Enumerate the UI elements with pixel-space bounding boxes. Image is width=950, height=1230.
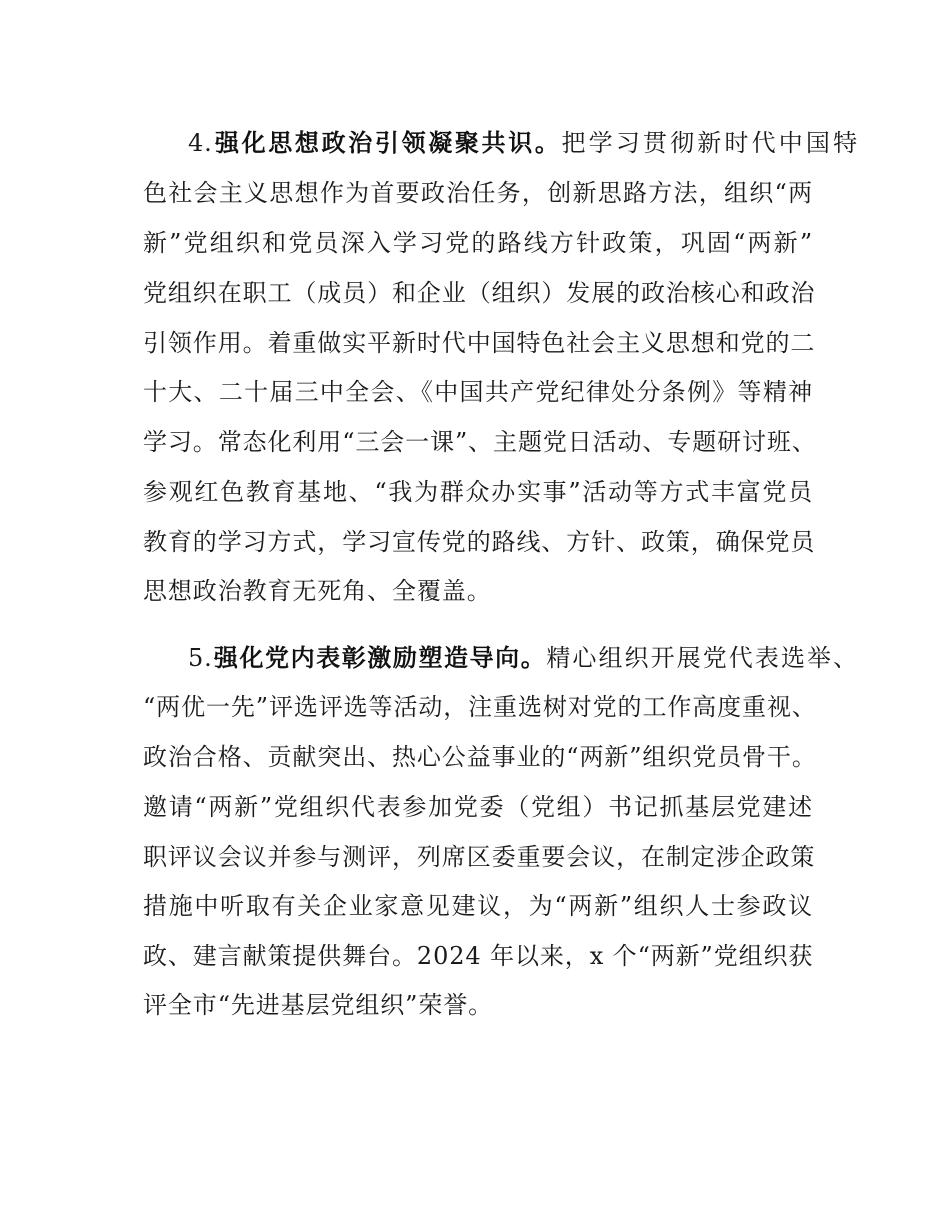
section-4-line: 参观红色教育基地、“我为群众办实事”活动等方式丰富党员	[143, 478, 813, 506]
section-4-line: 党组织在职工（成员）和企业（组织）发展的政治核心和政治	[143, 279, 816, 307]
section-4-first-line	[188, 128, 858, 158]
section-4-line: 学习。常态化利用“三会一课”、主题党日活动、专题研讨班、	[143, 428, 817, 456]
section-4-line: 教育的学习方式，学习宣传党的路线、方针、政策，确保党员	[143, 528, 816, 556]
section-4-line: 引领作用。着重做实平新时代中国特色社会主义思想和党的二	[143, 329, 816, 357]
section-5-number: 5.	[188, 644, 213, 672]
section-4-number: 4.	[188, 129, 213, 157]
section-4-line: 新”党组织和党员深入学习党的路线方针政策，巩固“两新”	[143, 229, 813, 257]
section-5-line: 政治合格、贡献突出、热心公益事业的“两新”组织党员骨干。	[143, 743, 817, 771]
section-4-first-line-text: 把学习贯彻新时代中国特	[561, 129, 858, 157]
section-4-line: 色社会主义思想作为首要政治任务，创新思路方法，组织“两	[143, 179, 813, 207]
section-5-line: 邀请“两新”党组织代表参加党委（党组）书记抓基层党建述	[143, 793, 813, 821]
section-5-line: 政、建言献策提供舞台。2024 年以来，x 个“两新”党组织获	[143, 942, 814, 970]
section-5-line: 措施中听取有关企业家意见建议，为“两新”组织人士参政议	[143, 892, 813, 920]
section-5-line: “两优一先”评选评选等活动，注重选树对党的工作高度重视、	[143, 693, 817, 721]
section-5-first-line-text: 精心组织开展党代表选举、	[546, 644, 858, 672]
section-5-last-line: 评全市“先进基层党组织”荣誉。	[143, 991, 494, 1019]
section-4-heading: 强化思想政治引领凝聚共识。	[212, 129, 562, 157]
section-5-heading: 强化党内表彰激励塑造导向。	[212, 644, 547, 672]
section-5-first-line	[188, 643, 858, 673]
section-4-line: 十大、二十届三中全会、《中国共产党纪律处分条例》等精神	[143, 378, 813, 406]
section-4-last-line: 思想政治教育无死角、全覆盖。	[143, 577, 492, 605]
section-5-line: 职评议会议并参与测评，列席区委重要会议，在制定涉企政策	[143, 843, 816, 871]
